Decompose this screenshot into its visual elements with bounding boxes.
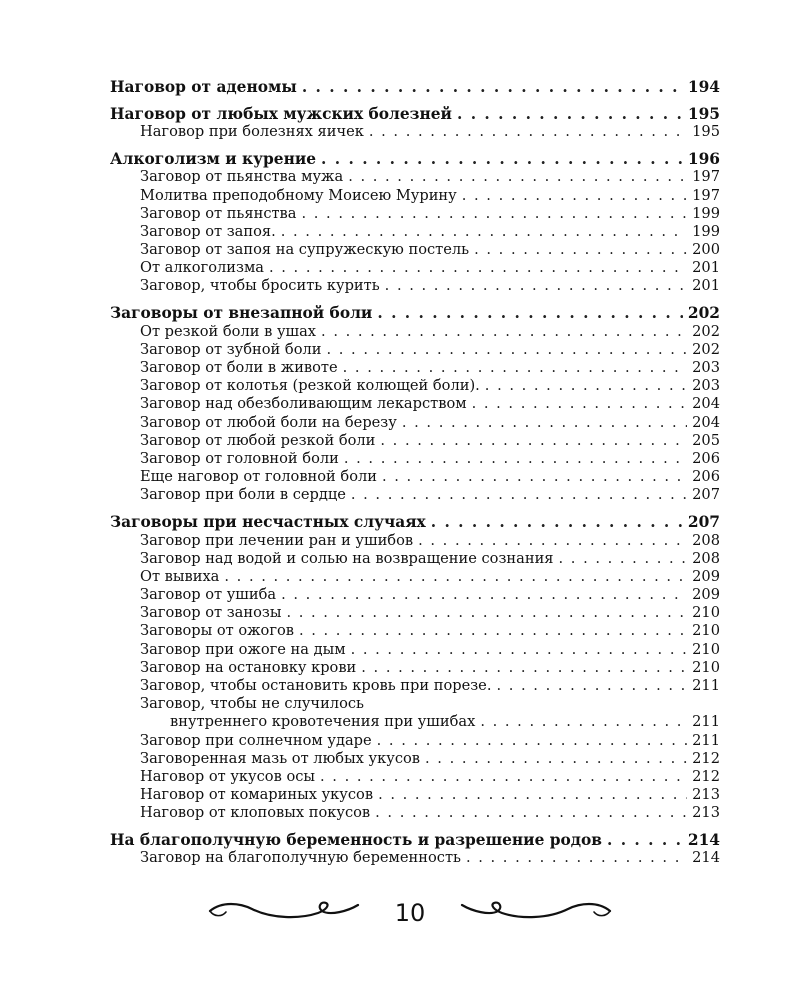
toc-entry-page-number: 195 xyxy=(692,123,720,141)
dot-leader xyxy=(327,341,688,359)
toc-entry-title: Заговор от запоя на супружескую постель xyxy=(140,241,470,259)
toc-section-heading-page-number: 207 xyxy=(687,513,720,532)
toc-entry-title: Наговор от клоповых покусов xyxy=(140,804,371,822)
toc-entry-title: Заговоры от ожогов xyxy=(140,622,294,640)
toc-entry-page-number: 208 xyxy=(692,549,720,567)
toc-section-heading[interactable] xyxy=(110,78,720,96)
toc-entry-title: От резкой боли в ушах xyxy=(140,322,317,340)
page-number: 10 xyxy=(394,899,426,927)
toc-entry-title: От вывиха xyxy=(140,567,220,585)
toc-entry-title: Заговоренная мазь от любых укусов xyxy=(140,749,421,767)
toc-entry-title: Заговор от ушиба xyxy=(140,586,277,604)
dot-leader xyxy=(377,732,688,750)
toc-entry[interactable] xyxy=(110,677,720,695)
dot-leader xyxy=(431,513,683,531)
toc-entry-page-number: 212 xyxy=(692,749,720,767)
toc-entry-page-number: 211 xyxy=(692,731,720,749)
toc-entry-title: Заговор от головной боли xyxy=(140,449,339,467)
dot-leader xyxy=(224,568,687,586)
toc-section-heading-page-number: 196 xyxy=(687,150,720,169)
toc-entry-page-number: 207 xyxy=(692,486,720,504)
toc-entry-page-number: 212 xyxy=(692,767,720,785)
toc-entry[interactable] xyxy=(110,486,720,504)
dot-leader xyxy=(375,804,687,822)
dot-leader xyxy=(385,277,687,295)
table-of-contents xyxy=(110,78,720,868)
toc-entry[interactable] xyxy=(110,187,720,205)
toc-entry-page-number: 213 xyxy=(692,804,720,822)
toc-entry-title: Заговор от запоя. xyxy=(140,222,276,240)
toc-entry-page-number: 202 xyxy=(692,340,720,358)
toc-entry[interactable] xyxy=(110,277,720,295)
toc-entry[interactable] xyxy=(110,804,720,822)
toc-entry[interactable] xyxy=(110,695,720,713)
toc-entry-continuation-title: внутреннего кровотечения при ушибах xyxy=(170,713,476,731)
toc-entry-title: От алкоголизма xyxy=(140,259,264,277)
toc-entry-continuation[interactable] xyxy=(110,713,720,731)
toc-entry-title: Заговор над водой и солью на возвращение сознания xyxy=(140,549,554,567)
toc-entry-page-number: 201 xyxy=(692,259,720,277)
toc-entry[interactable] xyxy=(110,568,720,586)
toc-entry-title: Заговор от колотья (резкой колющей боли). xyxy=(140,377,480,395)
toc-entry[interactable] xyxy=(110,768,720,786)
toc-entry[interactable] xyxy=(110,786,720,804)
toc-entry[interactable] xyxy=(110,532,720,550)
right-flourish-ornament-icon xyxy=(455,895,620,925)
toc-entry-page-number: 197 xyxy=(692,168,720,186)
toc-entry-title: Заговор на благополучную беременность xyxy=(140,849,461,867)
toc-entry-page-number: 199 xyxy=(692,204,720,222)
dot-leader xyxy=(351,486,687,504)
toc-entry-title: Заговор от любой боли на березу xyxy=(140,413,397,431)
toc-entry-title: Заговор от зубной боли xyxy=(140,340,322,358)
toc-entry-title: Заговор от боли в животе xyxy=(140,359,338,377)
toc-entry-page-number: 203 xyxy=(692,359,720,377)
toc-section-heading-title: На благополучную беременность и разрешение родов xyxy=(110,831,602,850)
toc-entry[interactable] xyxy=(110,641,720,659)
toc-entry-title: Заговор над обезболивающим лекарством xyxy=(140,395,467,413)
toc-entry-title: Наговор при болезнях яичек xyxy=(140,123,364,141)
toc-section-heading[interactable] xyxy=(110,304,720,322)
toc-entry-page-number: 206 xyxy=(692,468,720,486)
toc-entry-page-number: 210 xyxy=(692,658,720,676)
dot-leader xyxy=(462,187,687,205)
toc-entry[interactable] xyxy=(110,323,720,341)
dot-leader xyxy=(299,622,687,640)
toc-entry-title: Еще наговор от головной боли xyxy=(140,468,377,486)
toc-entry[interactable] xyxy=(110,377,720,395)
dot-leader xyxy=(425,750,687,768)
dot-leader xyxy=(348,168,687,186)
toc-entry-page-number: 208 xyxy=(692,531,720,549)
toc-entry-title: Заговор от занозы xyxy=(140,604,282,622)
toc-entry-page-number: 211 xyxy=(692,677,720,694)
toc-entry-page-number: 200 xyxy=(692,241,720,259)
toc-entry[interactable] xyxy=(110,341,720,359)
toc-entry-title: Заговор при ожоге на дым xyxy=(140,640,346,658)
toc-entry-page-number: 199 xyxy=(692,222,720,240)
toc-section-heading-page-number: 214 xyxy=(687,831,720,850)
toc-entry[interactable] xyxy=(110,259,720,277)
toc-entry-page-number: 210 xyxy=(692,604,720,622)
dot-leader xyxy=(344,450,687,468)
dot-leader xyxy=(320,768,687,786)
dot-leader xyxy=(369,123,687,141)
dot-leader xyxy=(377,304,683,322)
toc-entry[interactable] xyxy=(110,586,720,604)
toc-entry-continuation-page-number: 211 xyxy=(692,713,720,731)
dot-leader xyxy=(559,550,688,568)
toc-entry[interactable] xyxy=(110,205,720,223)
toc-entry[interactable] xyxy=(110,622,720,640)
toc-entry-title: Заговор, чтобы не случилось xyxy=(140,695,364,713)
toc-entry[interactable] xyxy=(110,550,720,568)
dot-leader xyxy=(607,831,683,849)
toc-section-heading[interactable] xyxy=(110,513,720,531)
toc-entry[interactable] xyxy=(110,223,720,241)
toc-entry[interactable] xyxy=(110,414,720,432)
toc-entry[interactable] xyxy=(110,359,720,377)
dot-leader xyxy=(269,259,687,277)
dot-leader xyxy=(457,105,683,123)
toc-section-heading-page-number: 195 xyxy=(687,104,720,123)
toc-entry-page-number: 204 xyxy=(692,395,720,413)
dot-leader xyxy=(361,659,687,677)
toc-entry-page-number: 202 xyxy=(692,322,720,340)
page-footer xyxy=(200,895,620,935)
toc-entry-page-number: 209 xyxy=(692,586,720,604)
toc-entry[interactable] xyxy=(110,395,720,413)
dot-leader xyxy=(472,395,688,413)
toc-entry[interactable] xyxy=(110,168,720,186)
toc-entry[interactable] xyxy=(110,123,720,141)
toc-entry-page-number: 214 xyxy=(692,849,720,867)
dot-leader xyxy=(418,532,687,550)
toc-entry-page-number: 204 xyxy=(692,413,720,431)
toc-section-heading-page-number: 194 xyxy=(687,78,720,96)
dot-leader xyxy=(378,786,687,804)
toc-entry-title: Наговор от укусов осы xyxy=(140,767,316,785)
dot-leader xyxy=(281,586,687,604)
toc-entry-title: Заговор при солнечном ударе xyxy=(140,731,372,749)
toc-entry[interactable] xyxy=(110,659,720,677)
toc-entry-title: Заговор на остановку крови xyxy=(140,658,357,676)
dot-leader xyxy=(281,223,687,241)
dot-leader xyxy=(321,323,687,341)
dot-leader xyxy=(301,205,687,223)
toc-entry[interactable] xyxy=(110,750,720,768)
toc-section-heading[interactable] xyxy=(110,150,720,168)
toc-entry-page-number: 210 xyxy=(692,640,720,658)
toc-entry-page-number: 205 xyxy=(692,431,720,449)
toc-entry-page-number: 210 xyxy=(692,622,720,640)
toc-entry-page-number: 197 xyxy=(692,186,720,204)
toc-entry[interactable] xyxy=(110,241,720,259)
dot-leader xyxy=(402,414,687,432)
dot-leader xyxy=(302,78,683,96)
toc-entry-title: Заговор, чтобы бросить курить xyxy=(140,277,380,295)
dot-leader xyxy=(496,677,687,695)
toc-entry-title: Заговор от пьянства мужа xyxy=(140,168,344,186)
dot-leader xyxy=(480,713,687,731)
toc-entry[interactable] xyxy=(110,450,720,468)
toc-section-heading-title: Алкоголизм и курение xyxy=(110,150,317,169)
toc-section-heading[interactable] xyxy=(110,105,720,123)
toc-entry-title: Заговор от пьянства xyxy=(140,204,297,222)
toc-entry-page-number: 209 xyxy=(692,567,720,585)
dot-leader xyxy=(466,849,687,867)
toc-entry-page-number: 206 xyxy=(692,449,720,467)
toc-entry[interactable] xyxy=(110,468,720,486)
dot-leader xyxy=(321,150,683,168)
toc-section-heading-title: Наговор от любых мужских болезней xyxy=(110,104,452,123)
dot-leader xyxy=(474,241,687,259)
dot-leader xyxy=(382,468,687,486)
toc-section-heading-title: Наговор от аденомы xyxy=(110,78,297,96)
dot-leader xyxy=(343,359,688,377)
dot-leader xyxy=(286,604,687,622)
toc-entry-title: Заговор от любой резкой боли xyxy=(140,431,376,449)
toc-entry[interactable] xyxy=(110,604,720,622)
dot-leader xyxy=(351,641,688,659)
dot-leader xyxy=(380,432,687,450)
toc-entry-page-number: 201 xyxy=(692,277,720,295)
toc-entry-page-number: 203 xyxy=(692,377,720,395)
toc-entry-title: Заговор при боли в сердце xyxy=(140,486,346,504)
dot-leader xyxy=(485,377,687,395)
toc-entry-title: Заговор, чтобы остановить кровь при порезе. xyxy=(140,677,492,694)
toc-entry-page-number: 213 xyxy=(692,786,720,804)
toc-section-heading-title: Заговоры при несчастных случаях xyxy=(110,513,426,532)
toc-entry-title: Заговор при лечении ран и ушибов xyxy=(140,531,414,549)
toc-section-heading-title: Заговоры от внезапной боли xyxy=(110,304,373,323)
toc-entry-title: Молитва преподобному Моисею Мурину xyxy=(140,186,457,204)
toc-section-heading-page-number: 202 xyxy=(687,304,720,323)
toc-entry[interactable] xyxy=(110,732,720,750)
toc-section-heading[interactable] xyxy=(110,831,720,849)
toc-entry[interactable] xyxy=(110,849,720,867)
toc-entry-title: Наговор от комариных укусов xyxy=(140,786,374,804)
toc-entry[interactable] xyxy=(110,432,720,450)
